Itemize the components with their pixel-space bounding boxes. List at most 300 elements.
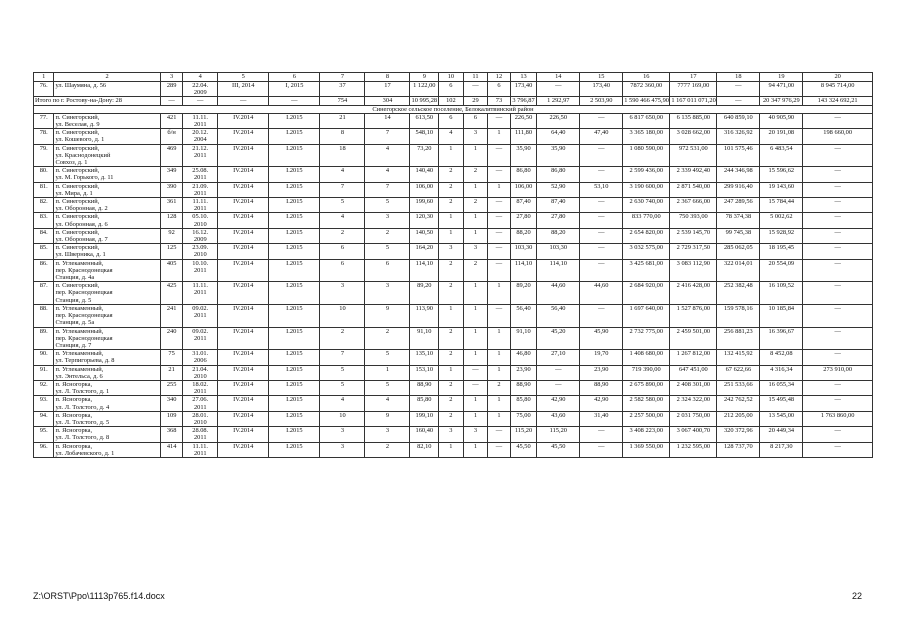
table-row-cell: 4: [320, 213, 365, 228]
table-row: [34, 144, 873, 167]
header-cell: 6: [269, 73, 320, 82]
table-row: [34, 259, 873, 282]
table-row-cell: 1: [488, 411, 511, 426]
table-row-cell: 3 083 112,90: [670, 259, 717, 282]
table-row-cell: 23,90: [580, 365, 623, 380]
table-row-cell: п. Ясногорка, ул. Л. Толстого, д. 1: [54, 380, 160, 395]
table-row-cell: 140,50: [410, 228, 439, 243]
table-row-cell: 3 067 400,70: [670, 427, 717, 442]
table-row-cell: —: [488, 442, 511, 457]
header-cell: 17: [670, 73, 717, 82]
table-row-cell: 3: [320, 282, 365, 305]
table-row-cell: 91,10: [410, 327, 439, 350]
table-row-cell: 1 408 680,00: [623, 350, 670, 365]
table-row-cell: п. Синегорский, ул. М. Горького, д. 11: [54, 167, 160, 182]
table-row-cell: 23,90: [510, 365, 537, 380]
table-row-cell: 3 028 662,00: [670, 129, 717, 144]
table-row-cell: 1: [365, 365, 410, 380]
table-row-cell: 6: [439, 113, 464, 128]
header-cell: 3: [160, 73, 183, 82]
table-row-cell: п. Ясногорка, ул. Л. Толстого, д. 8: [54, 427, 160, 442]
table-row-cell: 212 205,00: [717, 411, 760, 426]
table-row-cell: 84.: [34, 228, 54, 243]
header-cell: 14: [537, 73, 580, 82]
table-row-cell: 9: [365, 304, 410, 327]
document-page: [33, 72, 873, 458]
table-row-cell: 256 881,23: [717, 327, 760, 350]
table-row-cell: 46,80: [510, 350, 537, 365]
table-row-cell: 252 382,48: [717, 282, 760, 305]
table-row-cell: —: [463, 82, 488, 97]
table-row-cell: 349: [160, 167, 183, 182]
table-row-cell: 3: [365, 213, 410, 228]
table-row-cell: 1: [439, 304, 464, 327]
table-row-cell: 255: [160, 380, 183, 395]
table-row-cell: 91.: [34, 365, 54, 380]
table-row-cell: 86.: [34, 259, 54, 282]
table-row-cell: —: [580, 442, 623, 457]
table-row-cell: 75: [160, 350, 183, 365]
table-row-cell: 13 545,00: [760, 411, 803, 426]
table-row-cell: б/н: [160, 129, 183, 144]
table-row-cell: I.2015: [269, 442, 320, 457]
total-row: [34, 97, 873, 105]
table-row-cell: 3: [320, 427, 365, 442]
table-row-cell: 2: [439, 182, 464, 197]
table-row-cell: п. Ясногорка, ул. Лобачевского, д. 1: [54, 442, 160, 457]
table-row-cell: 3: [439, 244, 464, 259]
table-row-cell: 89.: [34, 327, 54, 350]
table-row-cell: 2: [439, 396, 464, 411]
table-row-cell: 82,10: [410, 442, 439, 457]
table-row-cell: 1: [463, 411, 488, 426]
table-row-cell: 1: [488, 396, 511, 411]
total-cell: —: [183, 97, 218, 105]
table-row-cell: IV.2014: [218, 380, 269, 395]
table-row-cell: —: [488, 244, 511, 259]
table-row-cell: 5: [365, 244, 410, 259]
header-cell: 13: [510, 73, 537, 82]
table-row-cell: 833 770,00: [623, 213, 670, 228]
table-row-cell: 21.09. 2011: [183, 182, 218, 197]
table-row-cell: —: [803, 327, 873, 350]
table-row-cell: 20 449,34: [760, 427, 803, 442]
table-row-cell: IV.2014: [218, 411, 269, 426]
table-row: [34, 350, 873, 365]
table-row-cell: —: [488, 213, 511, 228]
table-row-cell: IV.2014: [218, 350, 269, 365]
table-row-cell: —: [803, 144, 873, 167]
table-row-cell: 1: [439, 365, 464, 380]
table-row-cell: 21.04. 2010: [183, 365, 218, 380]
table-row-cell: 21.12. 2011: [183, 144, 218, 167]
table-row-cell: 1: [463, 182, 488, 197]
table-row-cell: 140,40: [410, 167, 439, 182]
table-row-cell: 67 622,66: [717, 365, 760, 380]
table-row-cell: п. Углекаменный, пер. Краснодонецкая Станция, д. 7: [54, 327, 160, 350]
table-row-cell: 85.: [34, 244, 54, 259]
table-row-cell: 90.: [34, 350, 54, 365]
table-row-cell: —: [580, 259, 623, 282]
table-row-cell: 76.: [34, 82, 54, 97]
table-row-cell: 273 910,00: [803, 365, 873, 380]
table-row-cell: 2 732 775,00: [623, 327, 670, 350]
table-row-cell: I.2015: [269, 167, 320, 182]
table-row-cell: 128: [160, 213, 183, 228]
table-row-cell: 10 185,84: [760, 304, 803, 327]
table-row-cell: 27,80: [510, 213, 537, 228]
table-row-cell: —: [488, 113, 511, 128]
table-row-cell: 21: [320, 113, 365, 128]
table-row-cell: I.2015: [269, 327, 320, 350]
table-row-cell: 109: [160, 411, 183, 426]
table-row-cell: 2: [365, 228, 410, 243]
table-row-cell: 56,40: [537, 304, 580, 327]
table-row-cell: 4: [365, 167, 410, 182]
table-row-cell: 79.: [34, 144, 54, 167]
table-row-cell: 27,10: [537, 350, 580, 365]
total-cell: 2 503,90: [580, 97, 623, 105]
table-row-cell: —: [803, 182, 873, 197]
table-row-cell: IV.2014: [218, 282, 269, 305]
table-row-cell: 469: [160, 144, 183, 167]
table-row-cell: 4: [320, 396, 365, 411]
table-row-cell: 89,20: [510, 282, 537, 305]
table-row-cell: 92: [160, 228, 183, 243]
table-row-cell: 7: [320, 182, 365, 197]
table-row-cell: 31,40: [580, 411, 623, 426]
table-row-cell: 132 415,92: [717, 350, 760, 365]
table-row-cell: 241: [160, 304, 183, 327]
table-row-cell: 153,10: [410, 365, 439, 380]
table-row-cell: 2: [463, 167, 488, 182]
header-cell: 1: [34, 73, 54, 82]
table-row-cell: 173,40: [580, 82, 623, 97]
table-row-cell: 35,90: [510, 144, 537, 167]
table-row-cell: 2 257 500,00: [623, 411, 670, 426]
table-row-cell: 548,10: [410, 129, 439, 144]
table-row-cell: 6: [320, 259, 365, 282]
table-row-cell: —: [803, 442, 873, 457]
table-row-cell: 3: [463, 244, 488, 259]
table-row-cell: 3: [463, 427, 488, 442]
table-row: [34, 380, 873, 395]
table-row-cell: 19 143,60: [760, 182, 803, 197]
table-row-cell: п. Синегорский, ул. Кошевого, д. 1: [54, 129, 160, 144]
table-row-cell: 85,80: [510, 396, 537, 411]
table-row-cell: 2 324 322,00: [670, 396, 717, 411]
table-row-cell: 6: [488, 82, 511, 97]
table-row-cell: 37: [320, 82, 365, 97]
table-row-cell: 368: [160, 427, 183, 442]
table-row-cell: п. Углекаменный, ул. Терпигорьева, д. 8: [54, 350, 160, 365]
table-row-cell: IV.2014: [218, 113, 269, 128]
table-row-cell: 09.02. 2011: [183, 327, 218, 350]
table-row-cell: 1 232 595,00: [670, 442, 717, 457]
table-row-cell: 1 369 550,00: [623, 442, 670, 457]
table-row-cell: 28.08. 2011: [183, 427, 218, 442]
table-row-cell: п. Углекаменный, пер. Краснодонецкая Станция, д. 5а: [54, 304, 160, 327]
table-row-cell: 10: [320, 304, 365, 327]
table-row-cell: 89,20: [410, 282, 439, 305]
table-row-cell: 81.: [34, 182, 54, 197]
total-cell: 754: [320, 97, 365, 105]
total-cell: 102: [439, 97, 464, 105]
table-row-cell: 1: [439, 213, 464, 228]
table-row-cell: 2 684 920,00: [623, 282, 670, 305]
table-row-cell: 3 365 180,00: [623, 129, 670, 144]
section-row: [34, 105, 873, 113]
table-row: [34, 244, 873, 259]
total-cell: —: [717, 97, 760, 105]
table-row-cell: 160,40: [410, 427, 439, 442]
table-row-cell: 2: [488, 380, 511, 395]
table-row: [34, 198, 873, 213]
table-row-cell: 95.: [34, 427, 54, 442]
table-row-cell: IV.2014: [218, 304, 269, 327]
table-row-cell: 87,40: [510, 198, 537, 213]
table-row-cell: 15 495,48: [760, 396, 803, 411]
table-row-cell: 45,20: [537, 327, 580, 350]
table-row-cell: 613,50: [410, 113, 439, 128]
table-row-cell: 285 062,05: [717, 244, 760, 259]
table-row-cell: 1: [488, 365, 511, 380]
table-row-cell: 2: [320, 327, 365, 350]
table-row-cell: —: [488, 304, 511, 327]
table-row-cell: 16.12. 2009: [183, 228, 218, 243]
table-row-cell: 83.: [34, 213, 54, 228]
table-row-cell: 2: [439, 350, 464, 365]
table-row-cell: 1: [463, 442, 488, 457]
table-row-cell: п. Синегорский, пер. Краснодонецкая Станция, д. 5: [54, 282, 160, 305]
table-row-cell: 88,90: [410, 380, 439, 395]
table-row-cell: —: [488, 427, 511, 442]
table-row-cell: 1: [488, 327, 511, 350]
table-row-cell: 5 002,62: [760, 213, 803, 228]
table-row-cell: 421: [160, 113, 183, 128]
table-row-cell: 1: [439, 442, 464, 457]
footer-file-path: Z:\ORST\Ppo\1113p765.f14.docx: [33, 591, 165, 601]
table-row-cell: 3: [463, 129, 488, 144]
table-row: [34, 228, 873, 243]
table-row-cell: 128 737,70: [717, 442, 760, 457]
table-row-cell: 340: [160, 396, 183, 411]
table-row-cell: 640 859,10: [717, 113, 760, 128]
table-row-cell: 159 578,16: [717, 304, 760, 327]
table-row-cell: 198 660,00: [803, 129, 873, 144]
header-cell: 15: [580, 73, 623, 82]
table-row-cell: 20 554,09: [760, 259, 803, 282]
table-row-cell: 18 195,45: [760, 244, 803, 259]
table-row: [34, 82, 873, 97]
table-row-cell: 101 575,46: [717, 144, 760, 167]
table-row-cell: 19,70: [580, 350, 623, 365]
table-row-cell: —: [580, 427, 623, 442]
table-row-cell: 53,10: [580, 182, 623, 197]
table-row-cell: 14: [365, 113, 410, 128]
table-row-cell: IV.2014: [218, 228, 269, 243]
table-row-cell: 6: [439, 82, 464, 97]
table-row-cell: 2 459 501,00: [670, 327, 717, 350]
table-row: [34, 396, 873, 411]
table-row-cell: п. Углекаменный, ул. Энтельса, д. 6: [54, 365, 160, 380]
table-row-cell: 1: [488, 129, 511, 144]
table-row-cell: I.2015: [269, 228, 320, 243]
table-row-cell: 78.: [34, 129, 54, 144]
table-row: [34, 182, 873, 197]
header-cell: 5: [218, 73, 269, 82]
table-row-cell: 16 396,67: [760, 327, 803, 350]
table-row-cell: —: [717, 82, 760, 97]
table-row-cell: 1: [463, 304, 488, 327]
table-row-cell: I.2015: [269, 396, 320, 411]
total-cell: 20 347 976,29: [760, 97, 803, 105]
table-row-cell: 88,20: [537, 228, 580, 243]
table-row-cell: 5: [365, 350, 410, 365]
table-row-cell: —: [488, 228, 511, 243]
header-cell: 8: [365, 73, 410, 82]
header-cell: 7: [320, 73, 365, 82]
table-row: [34, 411, 873, 426]
table-row-cell: IV.2014: [218, 442, 269, 457]
table-row-cell: —: [803, 213, 873, 228]
table-row-cell: 44,60: [537, 282, 580, 305]
table-row-cell: 85,80: [410, 396, 439, 411]
table-row-cell: —: [537, 380, 580, 395]
table-row-cell: 25.08. 2011: [183, 167, 218, 182]
table-row-cell: 5: [365, 198, 410, 213]
table-row-cell: 1: [463, 144, 488, 167]
table-row-cell: п. Синегорский, ул. Оборонная, д. 6: [54, 213, 160, 228]
table-row-cell: 2: [439, 198, 464, 213]
table-row-cell: 361: [160, 198, 183, 213]
table-row-cell: 111,80: [510, 129, 537, 144]
table-row-cell: 1 080 590,00: [623, 144, 670, 167]
table-row-cell: п. Синегорский, ул. Оборонная, д. 7: [54, 228, 160, 243]
table-row-cell: 1: [439, 144, 464, 167]
table-row-cell: 80.: [34, 167, 54, 182]
table-row-cell: 16 055,34: [760, 380, 803, 395]
table-row-cell: 2 630 740,00: [623, 198, 670, 213]
table-row-cell: 5: [320, 198, 365, 213]
table-row-cell: 173,40: [510, 82, 537, 97]
table-row-cell: 1: [463, 396, 488, 411]
table-row-cell: 11.11. 2011: [183, 198, 218, 213]
table-row-cell: I.2015: [269, 259, 320, 282]
table-row-cell: 414: [160, 442, 183, 457]
total-cell: 304: [365, 97, 410, 105]
table-row-cell: I.2015: [269, 365, 320, 380]
table-row-cell: —: [803, 427, 873, 442]
table-row-cell: 21: [160, 365, 183, 380]
total-label-cell: Итого по г. Ростову-на-Дону: 28: [34, 97, 161, 105]
table-row-cell: 1: [463, 213, 488, 228]
table-row-cell: п. Углекаменный, пер. Краснодонецкая Станция, д. 4а: [54, 259, 160, 282]
total-cell: 3 796,87: [510, 97, 537, 105]
table-row-cell: I.2015: [269, 144, 320, 167]
table-row: [34, 327, 873, 350]
table-row-cell: 18: [320, 144, 365, 167]
table-row-cell: 2: [439, 282, 464, 305]
table-row-cell: 45,50: [537, 442, 580, 457]
table-row-cell: IV.2014: [218, 244, 269, 259]
table-row-cell: 43,60: [537, 411, 580, 426]
table-row-cell: 75,00: [510, 411, 537, 426]
table-row-cell: I.2015: [269, 113, 320, 128]
table-row-cell: 77.: [34, 113, 54, 128]
table-row: [34, 213, 873, 228]
table-row-cell: IV.2014: [218, 144, 269, 167]
table-row-cell: 647 451,00: [670, 365, 717, 380]
table-row-cell: п. Синегорский, ул. Шверника, д. 1: [54, 244, 160, 259]
table-row-cell: 87.: [34, 282, 54, 305]
table-row-cell: 1 697 640,00: [623, 304, 670, 327]
total-cell: 73: [488, 97, 511, 105]
table-row-cell: 78 374,38: [717, 213, 760, 228]
table-row-cell: 96.: [34, 442, 54, 457]
table-row-cell: 405: [160, 259, 183, 282]
table-row-cell: 6 135 885,00: [670, 113, 717, 128]
table-row-cell: 320 372,96: [717, 427, 760, 442]
table-row-cell: I.2015: [269, 380, 320, 395]
table-row-cell: 120,30: [410, 213, 439, 228]
table-row-cell: 2 582 580,00: [623, 396, 670, 411]
table-row-cell: IV.2014: [218, 327, 269, 350]
table-row-cell: 2: [365, 327, 410, 350]
table-row-cell: 199,10: [410, 411, 439, 426]
table-row-cell: —: [580, 244, 623, 259]
table-row-cell: 2: [439, 380, 464, 395]
table-row-cell: 88.: [34, 304, 54, 327]
header-cell: 11: [463, 73, 488, 82]
table-row-cell: 316 326,92: [717, 129, 760, 144]
table-row-cell: 2 031 750,00: [670, 411, 717, 426]
table-row-cell: 226,50: [537, 113, 580, 128]
table-row-cell: 113,90: [410, 304, 439, 327]
table-row-cell: —: [488, 167, 511, 182]
table-row-cell: 2: [320, 228, 365, 243]
header-cell: 12: [488, 73, 511, 82]
table-row-cell: IV.2014: [218, 396, 269, 411]
table-row-cell: 1: [439, 228, 464, 243]
table-row: [34, 365, 873, 380]
table-row-cell: 92.: [34, 380, 54, 395]
table-row-cell: 242 762,52: [717, 396, 760, 411]
table-row-cell: —: [580, 144, 623, 167]
table-row-cell: 106,00: [410, 182, 439, 197]
table-row-cell: 4: [365, 144, 410, 167]
total-cell: —: [160, 97, 183, 105]
table-row-cell: IV.2014: [218, 365, 269, 380]
table-row: [34, 129, 873, 144]
table-row-cell: —: [488, 144, 511, 167]
table-row-cell: I.2015: [269, 198, 320, 213]
table-row-cell: IV.2014: [218, 198, 269, 213]
table-row-cell: 6: [320, 244, 365, 259]
table-row-cell: 1: [463, 282, 488, 305]
table-row-cell: —: [580, 213, 623, 228]
table-row-cell: 3 408 223,00: [623, 427, 670, 442]
table-row-cell: 103,30: [510, 244, 537, 259]
table-row-cell: 86,80: [537, 167, 580, 182]
table-row-cell: 5: [320, 365, 365, 380]
table-row-cell: 1: [488, 182, 511, 197]
table-row-cell: 2 654 820,00: [623, 228, 670, 243]
table-row-cell: I.2015: [269, 213, 320, 228]
table-row-cell: 1: [488, 350, 511, 365]
table-row-cell: 8: [320, 129, 365, 144]
table-row-cell: 115,20: [537, 427, 580, 442]
